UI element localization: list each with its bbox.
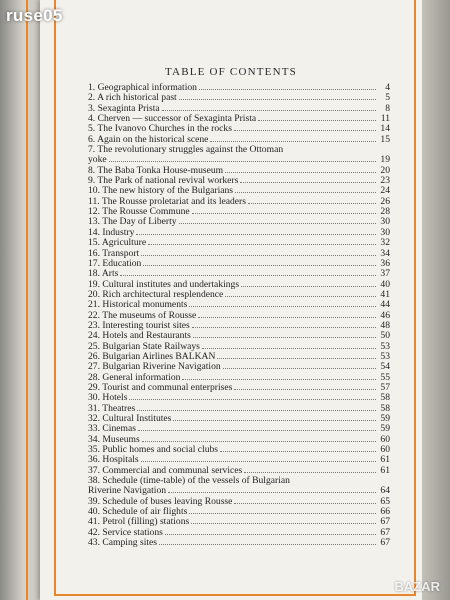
toc-entry xyxy=(88,249,390,259)
toc-entry xyxy=(88,362,390,372)
toc-leader-dots xyxy=(235,186,376,193)
toc-entry xyxy=(88,486,390,496)
toc-page-number: 8 xyxy=(385,102,390,114)
toc-entry-label: 35. Public homes and social clubs xyxy=(88,445,219,456)
toc-entry-label: 19. Cultural institutes and undertakings xyxy=(88,279,240,290)
toc-entry-label: 16. Transport xyxy=(88,248,140,259)
toc-leader-dots xyxy=(143,259,376,266)
toc-entry-label: 20. Rich architectural resplendence xyxy=(88,289,224,300)
toc-leader-dots xyxy=(225,290,376,297)
toc-leader-dots xyxy=(189,507,376,514)
toc-entry xyxy=(88,393,390,403)
toc-leader-dots xyxy=(141,249,376,256)
toc-leader-dots xyxy=(234,383,376,390)
toc-leader-dots xyxy=(142,435,376,442)
toc-entry xyxy=(88,124,390,134)
toc-entry-label: 32. Cultural Institutes xyxy=(88,414,172,424)
toc-entry-label: 26. Bulgarian Airlines BALKAN xyxy=(88,351,216,362)
toc-page-number: 60 xyxy=(380,433,390,445)
toc-entry-label: 41. Petrol (filling) stations xyxy=(88,517,190,528)
toc-page-number: 65 xyxy=(380,495,390,507)
toc-entry-label: 14. Industry xyxy=(88,227,135,238)
toc-entry xyxy=(88,321,390,331)
toc-page-number: 11 xyxy=(380,113,390,125)
toc-entry xyxy=(88,497,390,507)
toc-page-number: 19 xyxy=(380,154,390,166)
toc-page-number: 20 xyxy=(380,164,390,176)
toc-entry xyxy=(88,507,390,517)
toc-entry xyxy=(88,476,390,486)
toc-entry xyxy=(88,238,390,248)
toc-page-number: 24 xyxy=(380,185,390,197)
toc-entry xyxy=(88,435,390,445)
page-title: TABLE OF CONTENTS xyxy=(165,66,297,78)
toc-leader-dots xyxy=(162,104,376,111)
toc-entry xyxy=(88,528,390,538)
toc-entry xyxy=(88,269,390,279)
toc-entry xyxy=(88,207,390,217)
toc-entry xyxy=(88,424,390,434)
toc-page-number: 15 xyxy=(380,133,390,145)
toc-entry xyxy=(88,311,390,321)
toc-leader-dots xyxy=(168,486,376,493)
toc-entry xyxy=(88,373,390,383)
toc-entry-label: 29. Tourist and communal enterprises xyxy=(88,382,233,393)
toc-entry-label: 22. The museums of Rousse xyxy=(88,310,197,321)
toc-page-number: 48 xyxy=(380,319,390,331)
toc-page-number: 4 xyxy=(385,82,390,93)
right-page-edge xyxy=(422,0,450,600)
toc-entry xyxy=(88,104,390,114)
toc-entry-label: 2. A rich historical past xyxy=(88,93,177,104)
toc-leader-dots xyxy=(198,311,376,318)
toc-leader-dots xyxy=(165,528,376,535)
toc-leader-dots xyxy=(234,497,376,504)
toc-page-number: 32 xyxy=(380,237,390,249)
toc-entry-label: 38. Schedule (time-table) of the vessels of Bulgarian xyxy=(88,476,290,487)
toc-entry xyxy=(88,280,390,290)
toc-entry xyxy=(88,466,390,476)
book-page xyxy=(40,0,422,600)
toc-page-number: 64 xyxy=(380,485,390,497)
toc-leader-dots xyxy=(109,155,376,162)
toc-leader-dots xyxy=(220,445,376,452)
toc-page-number: 66 xyxy=(380,506,390,518)
toc-page-number: 26 xyxy=(380,195,390,207)
toc-page-number: 67 xyxy=(380,526,390,538)
toc-page-number: 36 xyxy=(380,257,390,269)
toc-leader-dots xyxy=(193,331,376,338)
toc-page-number: 53 xyxy=(380,350,390,362)
toc-entry xyxy=(88,404,390,414)
toc-page-number: 67 xyxy=(380,537,390,549)
toc-list xyxy=(88,83,390,548)
toc-page-number: 53 xyxy=(380,340,390,352)
toc-entry-label: 39. Schedule of buses leaving Rousse xyxy=(88,496,233,507)
toc-entry-label: 12. The Rousse Commune xyxy=(88,207,190,218)
toc-page-number: 46 xyxy=(380,309,390,321)
toc-leader-dots xyxy=(120,269,376,276)
toc-leader-dots xyxy=(182,373,376,380)
toc-leader-dots xyxy=(240,176,376,183)
toc-entry-label: 18. Arts xyxy=(88,269,119,280)
toc-entry xyxy=(88,445,390,455)
toc-entry xyxy=(88,352,390,362)
toc-entry xyxy=(88,414,390,424)
toc-page-number: 67 xyxy=(380,516,390,528)
toc-entry xyxy=(88,197,390,207)
toc-leader-dots xyxy=(137,404,376,411)
toc-entry-label: 37. Commercial and communal services xyxy=(88,465,243,476)
toc-leader-dots xyxy=(199,83,376,90)
toc-entry-label: 42. Service stations xyxy=(88,527,163,538)
toc-entry-label: 24. Hotels and Restaurants xyxy=(88,331,191,342)
toc-leader-dots xyxy=(179,217,376,224)
toc-page-number: 57 xyxy=(380,381,390,393)
toc-leader-dots xyxy=(191,517,376,524)
toc-entry xyxy=(88,217,390,227)
toc-page-number: 14 xyxy=(380,123,390,135)
toc-entry-label: 21. Historical monuments xyxy=(88,300,188,311)
seller-watermark: ruse05 xyxy=(6,6,63,25)
toc-entry xyxy=(88,342,390,352)
toc-entry xyxy=(88,114,390,124)
toc-entry xyxy=(88,538,390,548)
toc-leader-dots xyxy=(244,466,376,473)
toc-leader-dots xyxy=(258,114,376,121)
toc-page-number: 61 xyxy=(380,464,390,476)
toc-entry-label: 30. Hotels xyxy=(88,393,128,404)
toc-page-number: 59 xyxy=(380,413,390,424)
toc-page-number: 60 xyxy=(380,444,390,456)
toc-entry-label: 5. The Ivanovo Churches in the rocks xyxy=(88,124,232,135)
toc-page-number: 28 xyxy=(380,206,390,218)
toc-leader-dots xyxy=(217,352,376,359)
toc-entry-label: 6. Again on the historical scene xyxy=(88,134,209,145)
toc-page-number: 41 xyxy=(380,288,390,300)
toc-entry xyxy=(88,228,390,238)
toc-entry-label: yoke xyxy=(88,155,107,166)
bazar-logo: BAZAR xyxy=(394,579,440,594)
toc-entry xyxy=(88,517,390,527)
toc-entry xyxy=(88,93,390,103)
toc-entry-label: 11. The Rousse proletariat and its leaders xyxy=(88,196,246,207)
toc-page-number: 23 xyxy=(380,175,390,187)
toc-leader-dots xyxy=(241,280,376,287)
toc-page-number: 61 xyxy=(380,454,390,466)
toc-leader-dots xyxy=(225,166,376,173)
toc-entry-label: 9. The Park of national revival workers xyxy=(88,176,239,187)
toc-entry xyxy=(88,259,390,269)
toc-entry-label: 43. Camping sites xyxy=(88,538,158,549)
toc-page-number: 59 xyxy=(380,423,390,435)
toc-page-number: 5 xyxy=(385,92,390,104)
toc-entry xyxy=(88,290,390,300)
toc-leader-dots xyxy=(192,207,376,214)
toc-leader-dots xyxy=(192,321,376,328)
toc-entry-label: 31. Theatres xyxy=(88,403,136,414)
toc-page-number: 30 xyxy=(380,216,390,228)
toc-leader-dots xyxy=(189,300,376,307)
toc-leader-dots xyxy=(136,228,376,235)
left-page-orange-line xyxy=(26,0,28,600)
toc-entry xyxy=(88,186,390,196)
toc-entry xyxy=(88,166,390,176)
toc-page-number: 50 xyxy=(380,330,390,342)
toc-leader-dots xyxy=(159,538,376,545)
toc-entry-label: Riverine Navigation xyxy=(88,486,167,497)
toc-entry xyxy=(88,135,390,145)
left-page-edge xyxy=(0,0,40,600)
toc-entry-label: 1. Geographical information xyxy=(88,83,197,93)
toc-entry-label: 17. Education xyxy=(88,258,142,269)
toc-entry xyxy=(88,176,390,186)
toc-leader-dots xyxy=(141,455,376,462)
toc-page-number: 58 xyxy=(380,402,390,414)
toc-page-number: 37 xyxy=(380,268,390,280)
toc-entry-label: 36. Hospitals xyxy=(88,455,139,466)
toc-page-number: 34 xyxy=(380,247,390,259)
toc-page-number: 44 xyxy=(380,299,390,311)
toc-page-number: 58 xyxy=(380,392,390,404)
toc-leader-dots xyxy=(179,93,376,100)
toc-entry-label: 25. Bulgarian State Railways xyxy=(88,341,200,352)
toc-entry-label: 7. The revolutionary struggles against the Ottoman xyxy=(88,145,284,156)
toc-entry-label: 34. Museums xyxy=(88,434,140,445)
toc-entry-label: 27. Bulgarian Riverine Navigation xyxy=(88,362,221,373)
toc-entry-label: 13. The Day of Liberty xyxy=(88,217,177,228)
toc-entry-label: 4. Cherven — successor of Sexaginta Prista xyxy=(88,114,257,125)
toc-page-number: 30 xyxy=(380,226,390,238)
toc-page-number: 55 xyxy=(380,371,390,383)
toc-leader-dots xyxy=(202,342,376,349)
toc-entry-label: 3. Sexaginta Prista xyxy=(88,103,160,114)
toc-entry-label: 40. Schedule of air flights xyxy=(88,507,188,518)
toc-leader-dots xyxy=(148,238,376,245)
toc-entry xyxy=(88,331,390,341)
toc-entry-label: 28. General information xyxy=(88,372,181,383)
toc-entry xyxy=(88,155,390,165)
toc-entry xyxy=(88,145,390,155)
toc-leader-dots xyxy=(223,362,376,369)
toc-entry xyxy=(88,383,390,393)
toc-leader-dots xyxy=(173,414,376,421)
toc-leader-dots xyxy=(234,124,376,131)
toc-entry-label: 15. Agriculture xyxy=(88,238,147,249)
toc-entry-label: 33. Cinemas xyxy=(88,424,136,435)
toc-leader-dots xyxy=(210,135,376,142)
toc-leader-dots xyxy=(129,393,376,400)
toc-leader-dots xyxy=(248,197,376,204)
toc-entry xyxy=(88,455,390,465)
toc-page-number: 40 xyxy=(380,278,390,290)
toc-entry-label: 10. The new history of the Bulgarians xyxy=(88,186,234,197)
toc-entry xyxy=(88,83,390,93)
toc-entry-label: 8. The Baba Tonka House-museum xyxy=(88,165,224,176)
toc-leader-dots xyxy=(138,424,376,431)
toc-entry-label: 23. Interesting tourist sites xyxy=(88,320,190,331)
toc-page-number: 54 xyxy=(380,361,390,373)
toc-entry xyxy=(88,300,390,310)
